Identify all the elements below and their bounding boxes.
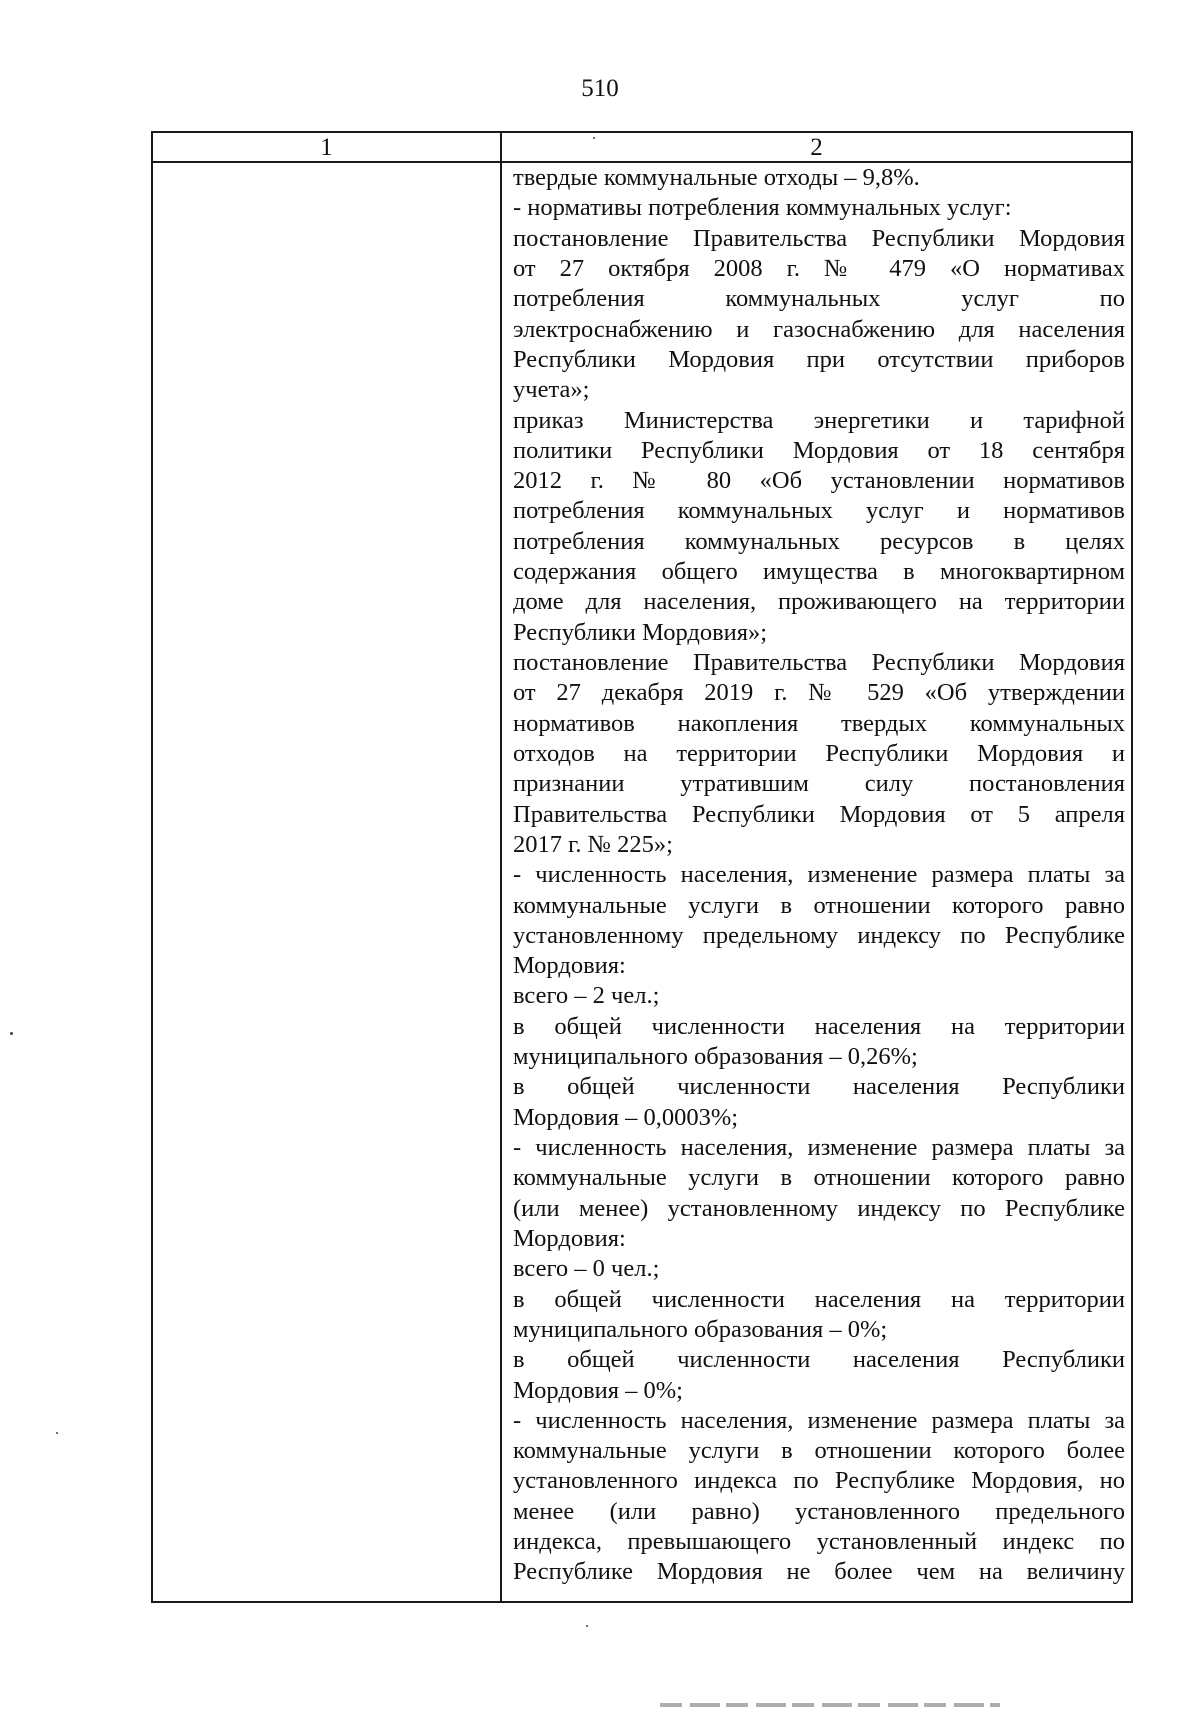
text-line: Мордовия – 0%; [513, 1376, 683, 1404]
text-line: - нормативы потребления коммунальных услуг: [513, 194, 1012, 222]
text-line: всего – 0 чел.; [513, 1255, 660, 1283]
text-line: - численность населения, изменение размера платы за [513, 861, 1125, 889]
text-line: учета»; [513, 376, 590, 404]
text-line: установленному предельному индексу по Республике [513, 921, 1125, 949]
text-line: установленного индекса по Республике Мордовия, но [513, 1467, 1125, 1495]
text-line: Республике Мордовия не более чем на величину [513, 1558, 1125, 1586]
text-line: потребления коммунальных услуг по [513, 285, 1125, 313]
column-divider [500, 133, 502, 1601]
text-line: 2012 г. № 80 «Об установлении нормативов [513, 467, 1125, 495]
text-line: постановление Правительства Республики Мордовия [513, 224, 1125, 252]
text-line: (или менее) установленному индексу по Республике [513, 1194, 1125, 1222]
table-header-row [153, 133, 1131, 163]
scan-speck [10, 1032, 13, 1035]
scan-artifact [660, 1703, 1000, 1707]
text-line: содержания общего имущества в многоквартирном [513, 558, 1125, 586]
text-line: муниципального образования – 0,26%; [513, 1043, 918, 1071]
text-line: Мордовия: [513, 952, 626, 980]
text-line: доме для населения, проживающего на территории [513, 588, 1125, 616]
text-line: менее (или равно) установленного предельного [513, 1497, 1125, 1525]
text-line: твердые коммунальные отходы – 9,8%. [513, 164, 920, 191]
text-line: коммунальные услуги в отношении которого равно [513, 1164, 1125, 1192]
text-line: Мордовия: [513, 1224, 626, 1252]
text-line: отходов на территории Республики Мордовия и [513, 739, 1125, 767]
text-line: постановление Правительства Республики Мордовия [513, 649, 1125, 676]
scan-speck [593, 137, 595, 139]
text-line: 2017 г. № 225»; [513, 830, 673, 858]
scan-speck [586, 1625, 588, 1627]
table-cell-column-2 [513, 163, 1125, 1599]
page-number: 510 [581, 75, 619, 102]
text-line: в общей численности населения на территории [513, 1012, 1125, 1040]
text-line: Правительства Республики Мордовия от 5 апреля [513, 800, 1125, 828]
column-header-2: 2 [810, 134, 823, 161]
text-line: Мордовия – 0,0003%; [513, 1103, 739, 1131]
text-line: индекса, превышающего установленный индекс по [513, 1528, 1125, 1556]
text-line: электроснабжению и газоснабжению для населения [513, 315, 1125, 343]
text-line: признании утратившим силу постановления [513, 770, 1125, 798]
text-line: потребления коммунальных услуг и нормативов [513, 497, 1125, 525]
text-line: всего – 2 чел.; [513, 982, 660, 1010]
document-table [151, 131, 1133, 1603]
text-line: Республики Мордовия»; [513, 618, 768, 646]
text-line: коммунальные услуги в отношении которого равно [513, 891, 1125, 919]
text-line: коммунальные услуги в отношении которого более [513, 1437, 1125, 1465]
text-line: - численность населения, изменение размера платы за [513, 1406, 1125, 1434]
text-line: потребления коммунальных ресурсов в целях [513, 527, 1125, 555]
text-line: нормативов накопления твердых коммунальных [513, 709, 1125, 737]
text-line: в общей численности населения Республики [513, 1346, 1125, 1374]
scan-speck [56, 1432, 58, 1434]
text-line: политики Республики Мордовия от 18 сентября [513, 436, 1125, 464]
text-line: приказ Министерства энергетики и тарифной [513, 406, 1125, 434]
text-line: - численность населения, изменение размера платы за [513, 1134, 1125, 1161]
text-line: в общей численности населения на территории [513, 1285, 1125, 1313]
text-line: муниципального образования – 0%; [513, 1315, 888, 1343]
text-line: в общей численности населения Республики [513, 1073, 1125, 1101]
text-line: Республики Мордовия при отсутствии приборов [513, 345, 1125, 373]
text-line: от 27 октября 2008 г. № 479 «О нормативах [513, 254, 1125, 282]
text-line: от 27 декабря 2019 г. № 529 «Об утверждении [513, 679, 1125, 707]
column-header-1: 1 [320, 134, 333, 161]
